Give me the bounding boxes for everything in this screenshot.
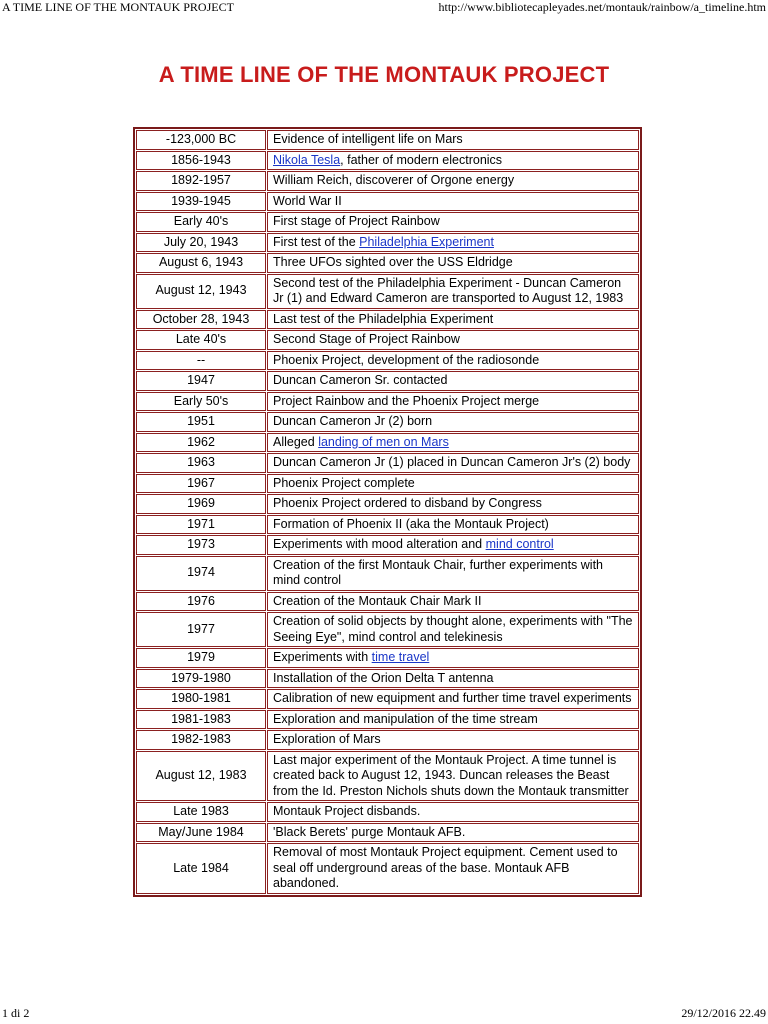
- timeline-row: [136, 371, 639, 391]
- event-text: Duncan Cameron Jr (1) placed in Duncan Cameron Jr's (2) body: [273, 455, 631, 469]
- timeline-event: [267, 494, 639, 514]
- event-text: First stage of Project Rainbow: [273, 214, 440, 228]
- event-text: Montauk Project disbands.: [273, 804, 421, 818]
- event-link[interactable]: Philadelphia Experiment: [359, 234, 494, 249]
- timeline-event: [267, 392, 639, 412]
- timeline-event: [267, 669, 639, 689]
- event-text: Exploration and manipulation of the time stream: [273, 711, 538, 726]
- event-text: First test of the: [273, 234, 360, 249]
- event-text: William Reich, discoverer of Orgone energy: [273, 173, 515, 187]
- timeline-row: [136, 274, 639, 309]
- timeline-date: 1973: [136, 535, 266, 555]
- timeline-event: [267, 802, 639, 822]
- timeline-event: [267, 253, 639, 273]
- timeline-event: [267, 612, 639, 647]
- timeline-date: 1980-1981: [136, 689, 266, 709]
- timeline-row: [136, 351, 639, 371]
- timeline-event: [267, 556, 639, 591]
- event-text: Phoenix Project, development of the radiosonde: [273, 352, 540, 367]
- event-text: Removal of most Montauk Project equipment. Cement used to seal off underground areas of the base. Montauk AFB abandoned.: [273, 845, 618, 890]
- print-footer: [0, 1006, 768, 1024]
- timeline-row: [136, 689, 639, 709]
- timeline-event: [267, 592, 639, 612]
- event-text: Experiments with: [273, 650, 372, 664]
- timeline-body: [136, 130, 639, 894]
- timeline-date: 1963: [136, 453, 266, 473]
- event-text: 'Black Berets' purge Montauk AFB.: [273, 824, 466, 839]
- timeline-date: May/June 1984: [136, 823, 266, 843]
- event-text: Second Stage of Project Rainbow: [273, 332, 460, 346]
- page-title: A TIME LINE OF THE MONTAUK PROJECT: [158, 62, 610, 87]
- timeline-event: [267, 151, 639, 171]
- timeline-date: Late 1983: [136, 802, 266, 822]
- timeline-date: --: [136, 351, 266, 371]
- timeline-row: [136, 412, 639, 432]
- timeline-date: 1951: [136, 412, 266, 432]
- timeline-row: [136, 310, 639, 330]
- page-number: 1 di 2: [2, 1006, 30, 1020]
- timeline-event: [267, 823, 639, 843]
- timeline-event: [267, 330, 639, 350]
- timeline-row: [136, 433, 639, 453]
- timeline-date: Early 40's: [136, 212, 266, 232]
- event-text: Last test of the Philadelphia Experiment: [273, 311, 494, 326]
- timeline-date: 1939-1945: [136, 192, 266, 212]
- timeline-row: [136, 392, 639, 412]
- timeline-event: [267, 535, 639, 555]
- timeline-row: [136, 494, 639, 514]
- event-text: Duncan Cameron Jr (2) born: [273, 414, 433, 428]
- timeline-event: [267, 351, 639, 371]
- timeline-event: [267, 412, 639, 432]
- event-text: Phoenix Project complete: [273, 475, 415, 490]
- timeline-event: [267, 710, 639, 730]
- timeline-row: [136, 648, 639, 668]
- timeline-date: 1976: [136, 592, 266, 612]
- timeline-date: August 12, 1983: [136, 751, 266, 802]
- timeline-event: [267, 233, 639, 253]
- timeline-date: 1982-1983: [136, 730, 266, 750]
- event-text: World War II: [273, 193, 342, 208]
- timeline-event: [267, 310, 639, 330]
- timeline-row: [136, 192, 639, 212]
- timeline-date: 1979: [136, 648, 266, 668]
- timeline-row: [136, 171, 639, 191]
- timeline-date: 1977: [136, 612, 266, 647]
- timeline-date: August 12, 1943: [136, 274, 266, 309]
- timeline-date: 1947: [136, 371, 266, 391]
- timeline-event: [267, 192, 639, 212]
- timeline-event: [267, 453, 639, 473]
- timeline-row: [136, 592, 639, 612]
- timeline-date: 1981-1983: [136, 710, 266, 730]
- print-header-url: http://www.bibliotecapleyades.net/montauk/rainbow/a_timeline.htm: [438, 0, 766, 14]
- event-link[interactable]: Nikola Tesla: [273, 152, 341, 167]
- event-text: Creation of solid objects by thought alone, experiments with "The Seeing Eye", mind control and telekinesis: [273, 614, 633, 644]
- timeline-row: [136, 330, 639, 350]
- timeline-event: [267, 515, 639, 535]
- timeline-date: 1974: [136, 556, 266, 591]
- timeline-date: 1962: [136, 433, 266, 453]
- timeline-row: [136, 474, 639, 494]
- timeline-row: [136, 556, 639, 591]
- timeline-row: [136, 130, 639, 150]
- event-text: Creation of the first Montauk Chair, further experiments with mind control: [273, 557, 604, 587]
- event-text: Duncan Cameron Sr. contacted: [273, 373, 448, 387]
- timeline-event: [267, 751, 639, 802]
- timeline-row: [136, 233, 639, 253]
- timeline-row: [136, 212, 639, 232]
- timeline-row: [136, 823, 639, 843]
- event-text: Phoenix Project ordered to disband by Congress: [273, 496, 542, 510]
- timeline-date: 1967: [136, 474, 266, 494]
- timeline-date: 1971: [136, 515, 266, 535]
- timeline-date: 1856-1943: [136, 151, 266, 171]
- event-text: Creation of the Montauk Chair Mark II: [273, 593, 482, 608]
- event-text: Formation of Phoenix II (aka the Montauk Project): [273, 516, 549, 531]
- timeline-table-frame: [133, 127, 642, 897]
- event-text-suffix: , father of modern electronics: [340, 152, 503, 167]
- timeline-row: [136, 535, 639, 555]
- timeline-row: [136, 515, 639, 535]
- timeline-row: [136, 710, 639, 730]
- event-text: Alleged: [273, 434, 319, 449]
- timeline-date: 1969: [136, 494, 266, 514]
- print-header-title: A TIME LINE OF THE MONTAUK PROJECT: [2, 0, 234, 14]
- event-text: Project Rainbow and the Phoenix Project merge: [273, 393, 540, 408]
- timeline-date: July 20, 1943: [136, 233, 266, 253]
- timeline-row: [136, 751, 639, 802]
- timeline-date: 1892-1957: [136, 171, 266, 191]
- event-text: Calibration of new equipment and further time travel experiments: [273, 691, 632, 705]
- event-text: Evidence of intelligent life on Mars: [273, 132, 463, 146]
- timeline-event: [267, 433, 639, 453]
- event-link[interactable]: time travel: [371, 650, 430, 664]
- timeline-date: October 28, 1943: [136, 310, 266, 330]
- timeline-event: [267, 730, 639, 750]
- timeline-date: -123,000 BC: [136, 130, 266, 150]
- timeline-row: [136, 253, 639, 273]
- event-text: Last major experiment of the Montauk Project. A time tunnel is created back to August 12, 1943. Duncan releases the Beast from the Id. Preston Nichols shuts down the Montauk transmitter: [273, 752, 629, 798]
- event-link[interactable]: landing of men on Mars: [318, 434, 449, 449]
- timeline-date: Late 40's: [136, 330, 266, 350]
- timeline-row: [136, 669, 639, 689]
- event-text: Second test of the Philadelphia Experiment - Duncan Cameron Jr (1) and Edward Cameron are transported to August 12, 1983: [273, 275, 624, 305]
- print-header: [0, 0, 768, 18]
- timeline-date: 1979-1980: [136, 669, 266, 689]
- timeline-event: [267, 274, 639, 309]
- timeline-event: [267, 648, 639, 668]
- timeline-event: [267, 843, 639, 894]
- event-link[interactable]: mind control: [485, 537, 554, 551]
- timeline-row: [136, 843, 639, 894]
- timeline-table: [135, 129, 640, 895]
- event-text: Installation of the Orion Delta T antenna: [273, 670, 494, 685]
- timeline-row: [136, 151, 639, 171]
- timeline-date: Late 1984: [136, 843, 266, 894]
- event-text: Three UFOs sighted over the USS Eldridge: [273, 255, 513, 269]
- timeline-row: [136, 802, 639, 822]
- timeline-row: [136, 612, 639, 647]
- timeline-row: [136, 453, 639, 473]
- timeline-row: [136, 730, 639, 750]
- timeline-event: [267, 171, 639, 191]
- timeline-date: August 6, 1943: [136, 253, 266, 273]
- timeline-event: [267, 689, 639, 709]
- print-timestamp: 29/12/2016 22.49: [681, 1006, 766, 1020]
- timeline-event: [267, 212, 639, 232]
- timeline-event: [267, 371, 639, 391]
- timeline-event: [267, 130, 639, 150]
- timeline-date: Early 50's: [136, 392, 266, 412]
- event-text: Exploration of Mars: [273, 732, 381, 746]
- timeline-event: [267, 474, 639, 494]
- event-text: Experiments with mood alteration and: [273, 537, 486, 551]
